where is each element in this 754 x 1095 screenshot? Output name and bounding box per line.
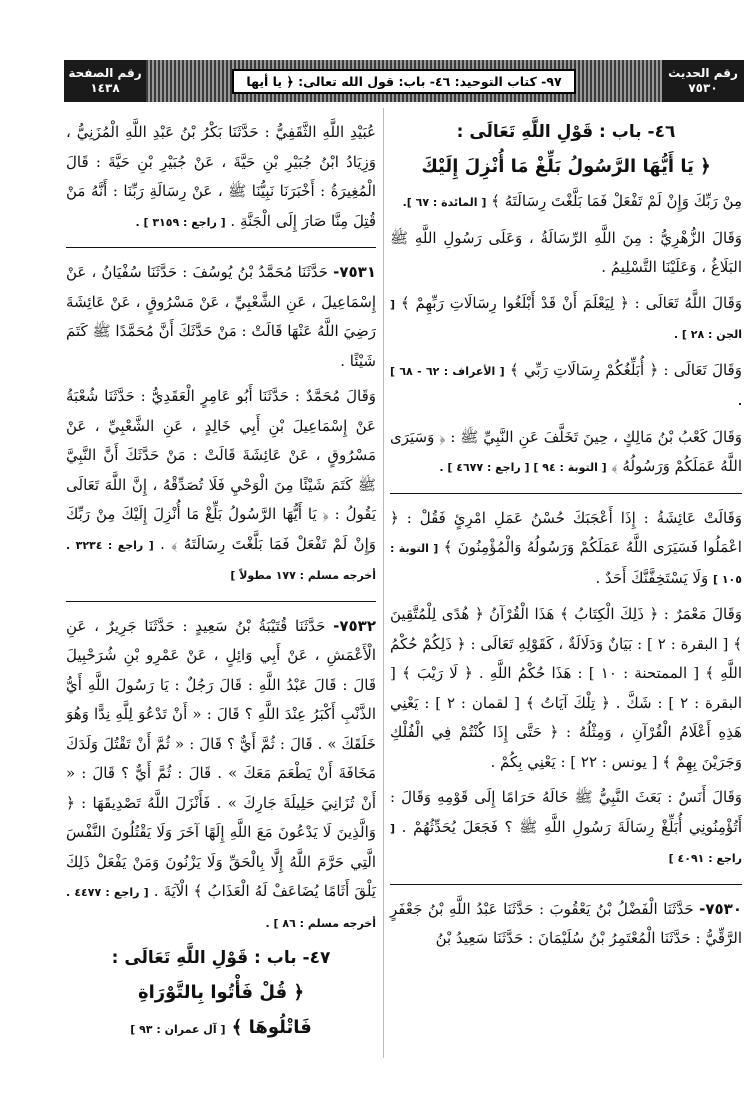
hadith-number-box <box>662 60 744 102</box>
separator <box>390 493 742 494</box>
hadith-7530: ٧٥٣٠- حَدَّثَنَا الْفَضْلُ بْنُ يَعْقُوبَ : حَدَّثَنَا عَبْدُ اللَّهِ بْنُ جَعْفَرٍ الرَّقِّيُّ : حَدَّثَنَا الْمُعْتَمِرُ بْنُ سُلَيْمَانَ : حَدَّثَنَا سَعِيدُ بْنُ <box>390 899 742 947</box>
page-number: ١٤٣٨ <box>90 81 120 95</box>
paragraph: وَقَالَ مَعْمَرٌ : ﴿ ذَلِكَ الْكِتَابُ ﴾ هَذَا الْقُرْآنُ ﴿ هُدًى لِلْمُتَّقِينَ ﴾ [ البقرة : ٢ ] : بَيَانٌ وَدَلَالَةٌ ، كَقَوْلِهِ تَعَالَى : ﴿ ذَلِكُمْ حُكْمُ اللَّهِ ﴾ [ الممتحنة : ١٠ ] : هَذَا حُكْمُ اللَّهِ . ﴿ لَا رَيْبَ ﴾ [ البقرة : ٢ ] : شَكَّ . ﴿ تِلْكَ آيَاتُ ﴾ [ لقمان : ٢ ] : يَعْنِي هَذِهِ أَعْلَامُ الْقُرْآنِ ، وَمِثْلُهُ : ﴿ حَتَّى إِذَا كُنْتُمْ فِي الْفُلْكِ وَجَرَيْنَ بِهِمْ ﴾ [ يونس : ٢٢ ] : يَعْنِي بِكُمْ . <box>390 605 743 771</box>
column-divider <box>383 108 384 1058</box>
header-pattern <box>146 60 662 102</box>
paragraph: عُبَيْدِ اللَّهِ الثَّقَفِيُّ : حَدَّثَنَا بَكْرُ بْنُ عَبْدِ اللَّهِ الْمُزَنِيُّ ، وَزِيَادُ ابْنُ جُبَيْرِ بْنِ حَيَّةَ ، عَنْ جُبَيْرِ بْنِ حَيَّةَ : قَالَ الْمُغِيرَةُ : أَخْبَرَنَا نَبِيُّنَا ﷺ ، عَنْ رِسَالَةِ رَبِّنَا : أَنَّهُ مَنْ قُتِلَ مِنَّا صَارَ إِلَى الْجَنَّةِ . [ راجع : ٣١٥٩ ] . <box>66 123 376 230</box>
page-number-label: رقم الصفحة <box>68 66 142 80</box>
paragraph: وَقَالَ تَعَالَى : ﴿ أُبَلِّغُكُمْ رِسَالَاتِ رَبِّي ﴾ [ الأعراف : ٦٢ - ٦٨ ] . <box>390 360 742 408</box>
page-number-box <box>64 60 146 102</box>
paragraph: وَقَالَ كَعْبُ بْنُ مَالِكٍ ، حِينَ تَخَلَّفَ عَنِ النَّبِيِّ ﷺ : ﴿ وَسَيَرَى اللَّهُ عَمَلَكُمْ وَرَسُولُهُ ﴾ [ التوبة : ٩٤ ] [ راجع : ٤٦٧٧ ] . <box>390 427 742 475</box>
reference: [ التوبة : ١٠٥ ] <box>390 542 742 586</box>
header-title: ٩٧- كتاب التوحيد: ٤٦- باب: قول الله تعالى: ﴿ يا أيها <box>232 69 575 94</box>
hadith-number-label: رقم الحديث <box>668 66 738 80</box>
reference: [ المائدة : ٦٧ ]. <box>402 196 487 209</box>
chapter-heading-46: ٤٦- باب : قَوْلِ اللَّهِ تَعَالَى : <box>456 122 676 142</box>
quran-verse-heading: ﴿ يَا أَيُّهَا الرَّسُولُ بَلِّغْ مَا أُنْزِلَ إِلَيْكَ <box>421 155 711 177</box>
reference: [ راجع : ٤٠٩١ ] <box>390 821 742 865</box>
separator <box>66 601 376 602</box>
hadith-number: ٧٥٣٠- <box>699 899 742 918</box>
reference: [ التوبة : ٩٤ ] [ راجع : ٤٦٧٧ ] . <box>439 461 607 474</box>
paragraph: وَقَالَ أَنَسٌ : بَعَثَ النَّبِيُّ ﷺ خَالَهُ حَرَامًا إِلَى قَوْمِهِ وَقَالَ : أَتُؤْمِنُونِي أُبَلِّغْ رِسَالَةَ رَسُولِ اللَّهِ ﷺ ؟ فَجَعَلَ يُحَدِّثُهُمْ . [ راجع : ٤٠٩١ ] <box>390 788 742 865</box>
separator <box>390 884 742 885</box>
reference: [ الأعراف : ٦٢ - ٦٨ ] . <box>390 364 742 408</box>
quran-verse-line-2: فَاتْلُوهَا ﴾ [ آل عمران : ٩٣ ] <box>130 1017 312 1038</box>
reference: [ آل عمران : ٩٣ ] <box>130 1023 226 1036</box>
paragraph: وَقَالَتْ عَائِشَةُ : إِذَا أَعْجَبَكَ حُسْنُ عَمَلِ امْرِئٍ فَقُلْ : ﴿ اعْمَلُوا فَسَيَرَى اللَّهُ عَمَلَكُمْ وَرَسُولُهُ وَالْمُؤْمِنُونَ ﴾ [ التوبة : ١٠٥ ] وَلَا يَسْتَخِفَّنَّكَ أَحَدٌ . <box>390 508 742 587</box>
reference: [ راجع : ٤٤٧٧ . أخرجه مسلم : ٨٦ ] . <box>66 886 376 930</box>
left-column <box>66 118 376 1051</box>
separator <box>66 247 376 248</box>
hadith-7531: ٧٥٣١- حَدَّثَنَا مُحَمَّدُ بْنُ يُوسُفَ : حَدَّثَنَا سُفْيَانُ ، عَنْ إِسْمَاعِيلَ ، عَنِ الشَّعْبِيِّ ، عَنْ مَسْرُوقٍ ، عَنْ عَائِشَةَ رَضِيَ اللَّهُ عَنْهَا قَالَتْ : مَنْ حَدَّثَكَ أَنَّ مُحَمَّدًا ﷺ كَتَمَ شَيْئًا . <box>66 263 376 370</box>
hadith-number: ٧٥٣٠ <box>688 81 718 95</box>
hadith-number: ٧٥٣١- <box>333 263 376 281</box>
paragraph: وَقَالَ الزُّهْرِيُّ : مِنَ اللَّهِ الرِّسَالَةُ ، وَعَلَى رَسُولِ اللَّهِ ﷺ البَلَاغُ ، وَعَلَيْنَا التَّسْلِيمُ . <box>390 228 742 276</box>
reference: [ راجع : ٣١٥٩ ] . <box>135 215 226 229</box>
paragraph: مِنْ رَبِّكَ وَإِنْ لَمْ تَفْعَلْ فَمَا بَلَّغْتَ رِسَالَتَهُ ﴾ [ المائدة : ٦٧ ]. <box>402 192 742 210</box>
paragraph: وَقَالَ اللَّهُ تَعَالَى : ﴿ لِيَعْلَمَ أَنْ قَدْ أَبْلَغُوا رِسَالَاتِ رَبِّهِمْ ﴾ [ الجن : ٢٨ ] . <box>390 293 742 341</box>
hadith-number: ٧٥٣٢- <box>333 616 376 635</box>
quran-verse-line-1: ﴿ قُلْ فَأْتُوا بِالتَّوْرَاةِ <box>137 981 305 1003</box>
page-header <box>64 60 744 102</box>
chapter-heading-47: ٤٧- باب : قَوْلِ اللَّهِ تَعَالَى : <box>111 948 331 968</box>
paragraph: وَقَالَ مُحَمَّدٌ : حَدَّثَنَا أَبُو عَامِرٍ الْعَقَدِيُّ : حَدَّثَنَا شُعْبَةُ عَنْ إِسْمَاعِيلَ بْنِ أَبِي خَالِدٍ ، عَنِ الشَّعْبِيِّ ، عَنْ مَسْرُوقٍ ، عَنْ عَائِشَةَ قَالَتْ : مَنْ حَدَّثَكَ أَنَّ النَّبِيَّ ﷺ كَتَمَ شَيْئًا مِنَ الْوَحْيِ فَلَا تُصَدِّقْهُ ، إِنَّ اللَّهَ تَعَالَى يَقُولُ : ﴿ يَا أَيُّهَا الرَّسُولُ بَلِّغْ مَا أُنْزِلَ إِلَيْكَ مِنْ رَبِّكَ وَإِنْ لَمْ تَفْعَلْ فَمَا بَلَّغْتَ رِسَالَتَهُ ﴾ . [ راجع : ٣٢٣٤ . أخرجه مسلم : ١٧٧ مطولاً ] <box>66 387 376 582</box>
reference: [ الجن : ٢٨ ] . <box>390 297 742 341</box>
reference: [ راجع : ٣٢٣٤ . أخرجه مسلم : ١٧٧ مطولاً ] <box>66 538 376 582</box>
hadith-7532: ٧٥٣٢- حَدَّثَنَا قُتَيْبَةُ بْنُ سَعِيدٍ : حَدَّثَنَا جَرِيرٌ ، عَنِ الْأَعْمَشِ ، عَنْ أَبِي وَائِلٍ ، عَنْ عَمْرِو بْنِ شُرَحْبِيلَ قَالَ : قَالَ عَبْدُ اللَّهِ : قَالَ رَجُلٌ : يَا رَسُولَ اللَّهِ أَيُّ الذَّنْبِ أَكْبَرُ عِنْدَ اللَّهِ ؟ قَالَ : « أَنْ تَدْعُوَ لِلَّهِ نِدًّا وَهُوَ خَلَقَكَ » . قَالَ : ثُمَّ أَيٌّ ؟ قَالَ : « ثُمَّ أَنْ تَقْتُلَ وَلَدَكَ مَخَافَةَ أَنْ يَطْعَمَ مَعَكَ » . قَالَ : ثُمَّ أَيٌّ ؟ قَالَ : « أَنْ تُزَانِيَ حَلِيلَةَ جَارِكَ » . فَأَنْزَلَ اللَّهُ تَصْدِيقَهَا : ﴿ وَالَّذِينَ لَا يَدْعُونَ مَعَ اللَّهِ إِلَهًا آخَرَ وَلَا يَقْتُلُونَ النَّفْسَ الَّتِي حَرَّمَ اللَّهُ إِلَّا بِالْحَقِّ وَلَا يَزْنُونَ وَمَنْ يَفْعَلْ ذَلِكَ يَلْقَ أَثَامًا يُضَاعَفْ لَهُ الْعَذَابُ ﴾ الْآيَةَ . [ راجع : ٤٤٧٧ . أخرجه مسلم : ٨٦ ] . <box>66 616 376 930</box>
right-column <box>390 118 742 960</box>
